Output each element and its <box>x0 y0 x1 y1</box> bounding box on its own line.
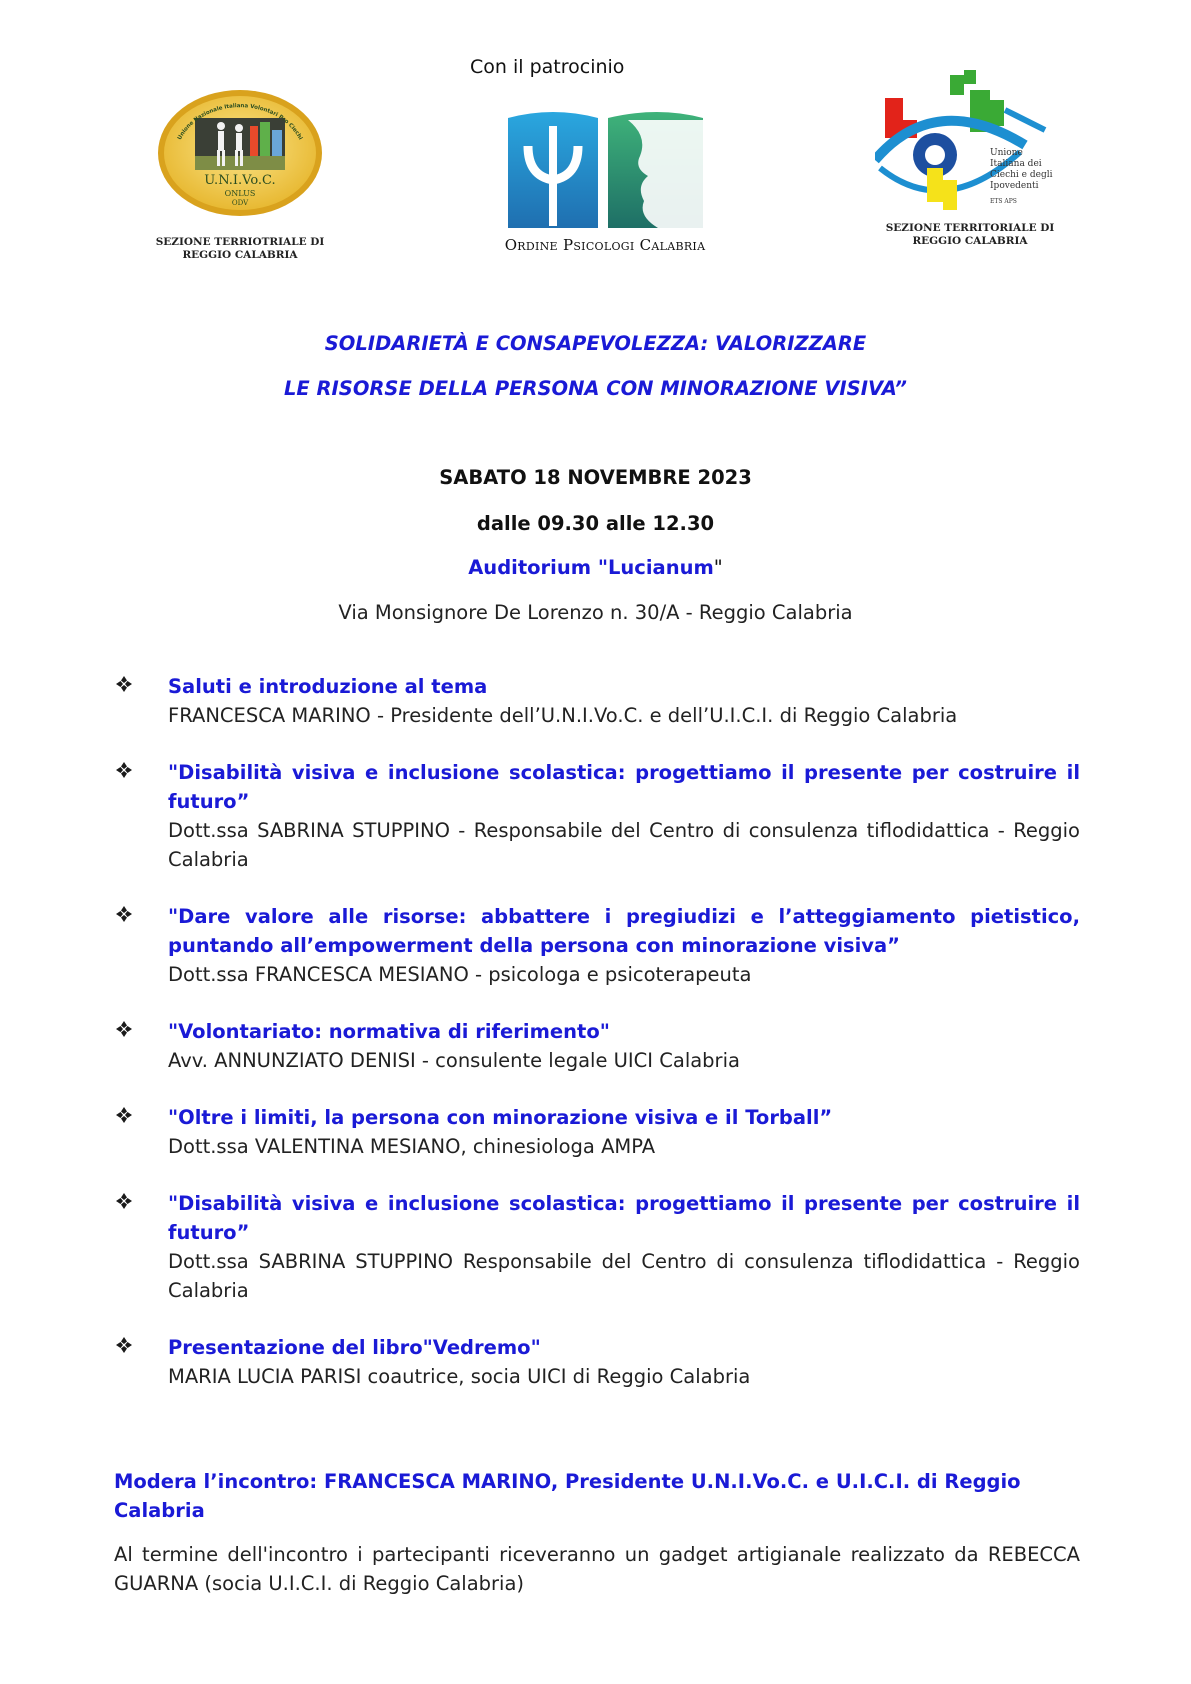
event-address: Via Monsignore De Lorenzo n. 30/A - Reggio Calabria <box>338 601 853 624</box>
agenda-item-title: Saluti e introduzione al tema <box>168 675 488 698</box>
event-date: SABATO 18 NOVEMBRE 2023 <box>439 466 752 489</box>
univoc-onlus: ONLUS <box>224 189 256 198</box>
right-caption-line1: SEZIONE TERRITORIALE DI <box>885 222 1055 234</box>
agenda-item <box>168 1103 1080 1161</box>
agenda-item-title: Presentazione del libro"Vedremo" <box>168 1336 541 1359</box>
diamond-bullet-icon <box>114 1105 134 1125</box>
event-venue <box>0 556 1191 579</box>
agenda-item-speaker: Avv. ANNUNZIATO DENISI - consulente legale UICI Calabria <box>168 1049 740 1072</box>
univoc-odv: ODV <box>231 199 249 207</box>
uici-org-line3: Ciechi e degli <box>990 170 1053 180</box>
agenda-item <box>168 672 1080 730</box>
diamond-bullet-icon <box>114 1191 134 1211</box>
middle-logo-caption: Ordine Psicologi Calabria <box>504 236 706 254</box>
agenda-item-title: "Oltre i limiti, la persona con minorazione visiva e il Torball” <box>168 1106 833 1129</box>
agenda-item-title: "Disabilità visiva e inclusione scolastica: progettiamo il presente per costruire il futuro” <box>168 1192 1080 1244</box>
left-caption-line1: SEZIONE TERRIOTRIALE DI <box>155 236 325 248</box>
left-logo-caption <box>150 236 330 262</box>
uici-org-line4: Ipovedenti <box>990 181 1039 191</box>
univoc-name: U.N.I.Vo.C. <box>204 173 276 188</box>
univoc-logo <box>155 88 325 218</box>
agenda-list <box>0 672 1191 1419</box>
uici-org-name <box>990 148 1070 192</box>
agenda-item-title: "Dare valore alle risorse: abbattere i pregiudizi e l’atteggiamento pietistico, puntando all’empowerment della persona con minorazione visiva” <box>168 905 1080 957</box>
agenda-item <box>168 758 1080 874</box>
right-logo-caption <box>870 222 1070 248</box>
agenda-item-speaker: Dott.ssa SABRINA STUPPINO Responsabile del Centro di consulenza tiflodidattica - Reggio Calabria <box>168 1250 1080 1302</box>
diamond-bullet-icon <box>114 1335 134 1355</box>
uici-ets: ETS APS <box>990 198 1017 205</box>
agenda-item <box>168 1333 1080 1391</box>
diamond-bullet-icon <box>114 674 134 694</box>
ordine-psicologi-logo <box>508 106 703 228</box>
agenda-item-title: "Volontariato: normativa di riferimento" <box>168 1020 610 1043</box>
uici-org-line1: Unione <box>990 148 1023 158</box>
diamond-bullet-icon <box>114 760 134 780</box>
agenda-item <box>168 1189 1080 1305</box>
patronage-label: Con il patrocinio <box>470 56 625 78</box>
agenda-item-speaker: FRANCESCA MARINO - Presidente dell’U.N.I.Vo.C. e dell’U.I.C.I. di Reggio Calabria <box>168 704 958 727</box>
agenda-item <box>168 902 1080 989</box>
closing-note: Al termine dell'incontro i partecipanti riceveranno un gadget artigianale realizzato da REBECCA GUARNA (socia U.I.C.I. di Reggio Calabria) <box>114 1543 1080 1595</box>
agenda-item-title: "Disabilità visiva e inclusione scolastica: progettiamo il presente per costruire il futuro” <box>168 761 1080 813</box>
agenda-item-speaker: Dott.ssa FRANCESCA MESIANO - psicologa e psicoterapeuta <box>168 963 752 986</box>
left-caption-line2: REGGIO CALABRIA <box>182 249 298 261</box>
agenda-item <box>168 1017 1080 1075</box>
venue-close-quote: " <box>713 556 723 579</box>
venue-name: Auditorium "Lucianum <box>468 556 714 579</box>
uici-logo <box>875 70 1060 220</box>
univoc-ring-text: Unione Nazionale Italiana Volontari Pro Ciechi <box>176 103 304 142</box>
event-time: dalle 09.30 alle 12.30 <box>476 512 715 535</box>
event-title-line2: LE RISORSE DELLA PERSONA CON MINORAZIONE VISIVA” <box>283 377 907 400</box>
diamond-bullet-icon <box>114 1019 134 1039</box>
event-title-line1: SOLIDARIETÀ E CONSAPEVOLEZZA: VALORIZZARE <box>324 332 867 355</box>
right-caption-line2: REGGIO CALABRIA <box>912 235 1028 247</box>
moderator-note: Modera l’incontro: FRANCESCA MARINO, Presidente U.N.I.Vo.C. e U.I.C.I. di Reggio Calabria <box>114 1470 1021 1522</box>
uici-org-line2: Italiana dei <box>990 159 1042 169</box>
agenda-item-speaker: Dott.ssa SABRINA STUPPINO - Responsabile del Centro di consulenza tiflodidattica - Reggio Calabria <box>168 819 1080 871</box>
diamond-bullet-icon <box>114 904 134 924</box>
agenda-item-speaker: Dott.ssa VALENTINA MESIANO, chinesiologa AMPA <box>168 1135 656 1158</box>
agenda-item-speaker: MARIA LUCIA PARISI coautrice, socia UICI di Reggio Calabria <box>168 1365 751 1388</box>
